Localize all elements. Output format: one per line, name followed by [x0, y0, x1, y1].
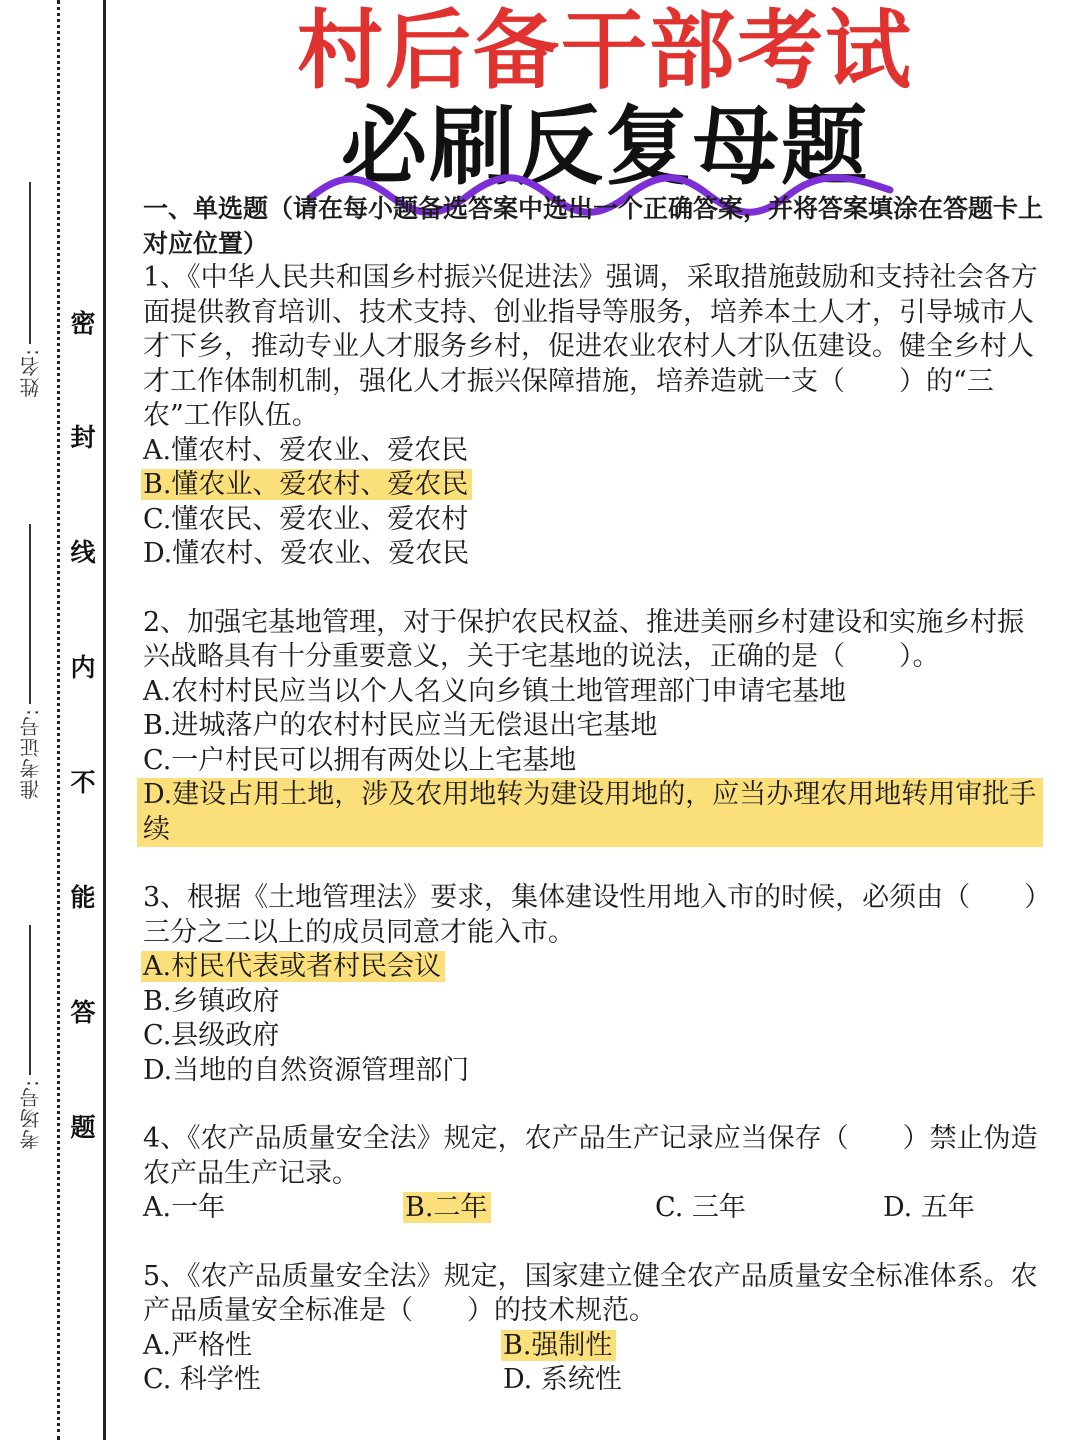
- option-a: A.农村村民应当以个人名义向乡镇土地管理部门申请宅基地: [143, 675, 847, 707]
- option-d: D.当地的自然资源管理部门: [143, 1054, 470, 1086]
- seal-char: 密: [70, 309, 96, 338]
- option-c: C. 科学性: [143, 1364, 261, 1395]
- options-row: [143, 1191, 1043, 1226]
- question-stem: 3、根据《土地管理法》要求，集体建设性用地入市的时候，必须由（ ）三分之二以上的成员同意才能入市。: [143, 882, 1038, 948]
- option-b: [405, 1191, 655, 1226]
- option-d-answer-highlight: D.建设占用土地，涉及农用地转为建设用地的，应当办理农用地转用审批手续: [137, 778, 1043, 847]
- option-c: C. 三年: [655, 1192, 746, 1223]
- question-stem: 1、《中华人民共和国乡村振兴促进法》强调，采取措施鼓励和支持社会各方面提供教育培训、技术支持、创业指导等服务，培养本土人才，引导城市人才下乡，推动专业人才服务乡村，促进农业农村人才队伍建设。健全乡村人才工作体制机制，强化人才振兴保障措施，培养造就一支（ ）的“三农”工作队伍。: [143, 262, 1038, 431]
- option-b: [143, 468, 1043, 503]
- question-3: [143, 881, 1043, 1088]
- answer-highlight: B.二年: [403, 1192, 491, 1223]
- seal-char: 线: [70, 538, 96, 567]
- title-line-2: 必刷反复母题: [341, 97, 869, 197]
- seal-char: 题: [70, 1113, 96, 1142]
- seal-char: 不: [70, 768, 96, 797]
- seal-char: 能: [70, 883, 96, 912]
- exam-id-field: [10, 524, 50, 800]
- exam-room-field: [10, 925, 50, 1150]
- option-d: D. 五年: [883, 1192, 975, 1223]
- question-5: [143, 1260, 1043, 1398]
- name-label: 姓名:: [18, 348, 43, 398]
- option-d: D.懂农村、爱农业、爱农民: [143, 538, 470, 569]
- option-b: B.进城落户的农村村民应当无偿退出宅基地: [143, 710, 658, 741]
- question-stem: 5、《农产品质量安全法》规定，国家建立健全农产品质量安全标准体系。农产品质量安全标准是（ ）的技术规范。: [143, 1260, 1038, 1326]
- option-c: C.一户村民可以拥有两处以上宅基地: [143, 744, 577, 776]
- option-c: C.懂农民、爱农业、爱农村: [143, 503, 469, 535]
- exam-room-underline: [29, 925, 31, 1075]
- dotted-binding-line: [57, 0, 60, 1440]
- options-row: [143, 1363, 1043, 1398]
- answer-highlight: B.懂农业、爱农村、爱农民: [141, 469, 472, 500]
- option-a: A.严格性: [143, 1329, 253, 1361]
- question-sheet: [143, 192, 1043, 1398]
- answer-highlight: B.强制性: [501, 1330, 616, 1361]
- option-a: A.懂农村、爱农业、爱农民: [143, 434, 469, 466]
- answer-highlight: A.村民代表或者村民会议: [141, 951, 445, 982]
- exam-room-label: 考场号:: [18, 1079, 43, 1150]
- seal-char: 封: [70, 423, 96, 452]
- seal-char: 内: [70, 653, 96, 682]
- option-b: B.乡镇政府: [143, 985, 280, 1017]
- option-b: [503, 1329, 616, 1364]
- name-field: [10, 182, 50, 398]
- exam-id-label: 准考证号:: [18, 708, 43, 800]
- exam-id-underline: [29, 524, 31, 704]
- option-d: D. 系统性: [503, 1364, 622, 1395]
- solid-binding-line: [103, 0, 106, 1440]
- question-stem: 4、《农产品质量安全法》规定，农产品生产记录应当保存（ ）禁止伪造农产品生产记录。: [143, 1123, 1038, 1189]
- seal-char: 答: [70, 998, 96, 1027]
- question-4: [143, 1122, 1043, 1226]
- name-underline: [29, 182, 31, 344]
- title-line-1: 村后备干部考试: [297, 1, 913, 101]
- question-1: [143, 261, 1043, 572]
- option-a: [143, 950, 1043, 985]
- section-heading: 一、单选题（请在每小题备选答案中选出一个正确答案，并将答案填涂在答题卡上对应位置）: [143, 194, 1044, 258]
- option-a: A.一年: [143, 1192, 226, 1223]
- option-c: C.县级政府: [143, 1020, 280, 1051]
- question-stem: 2、加强宅基地管理，对于保护农民权益、推进美丽乡村建设和实施乡村振兴战略具有十分重要意义，关于宅基地的说法，正确的是（ ）。: [143, 606, 1025, 672]
- options-row: [143, 1329, 1043, 1364]
- question-2: [143, 606, 1043, 848]
